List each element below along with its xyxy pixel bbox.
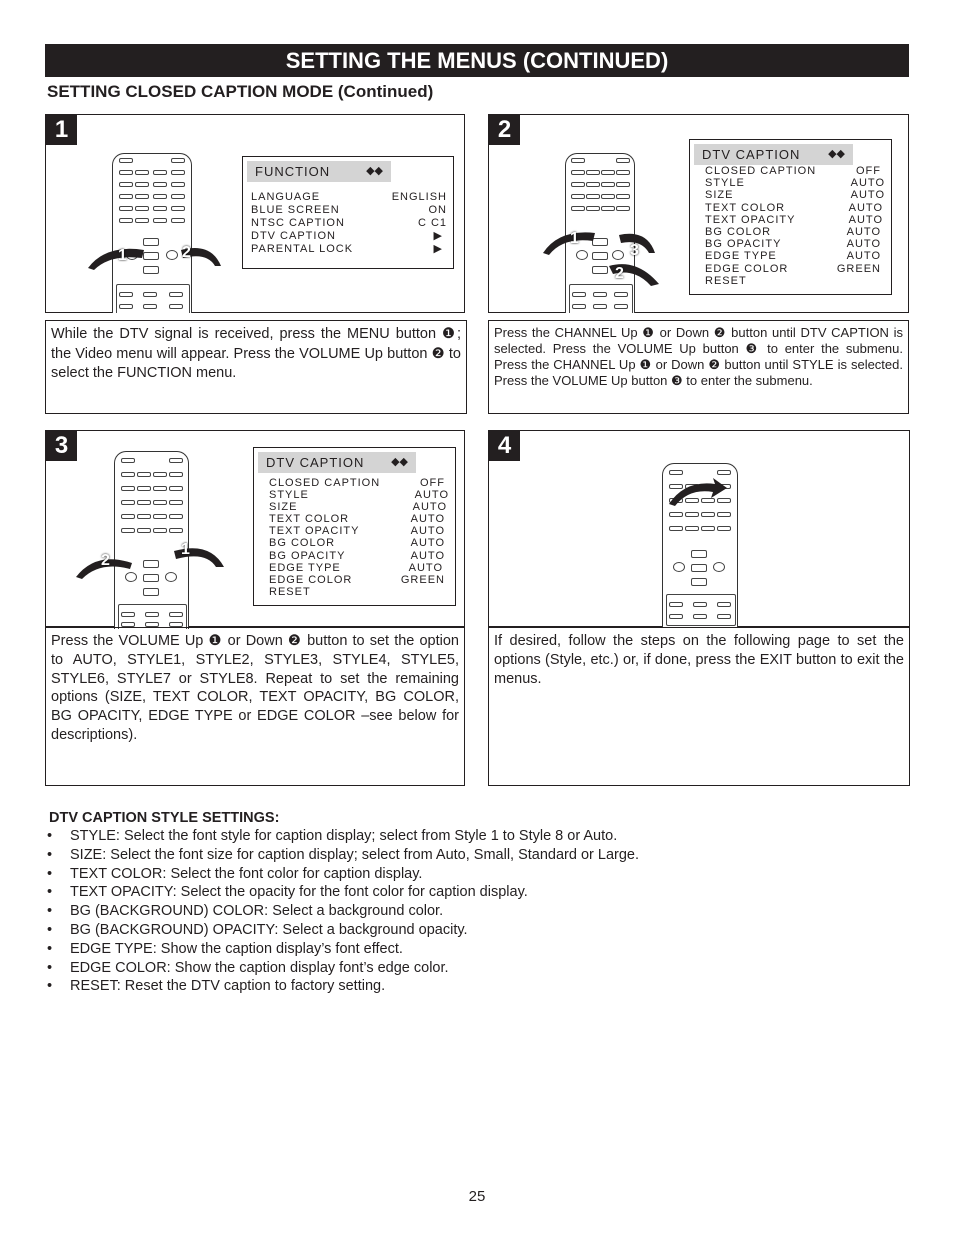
menu-item-value: AUTO [410, 537, 445, 549]
menu-item-value: AUTO [850, 189, 885, 201]
step-3-illustration-panel [45, 430, 465, 627]
menu-item-value: AUTO [410, 513, 445, 525]
menu-item-label: BG COLOR [269, 537, 336, 549]
list-item-text: SIZE: Select the font size for caption display; select from Auto, Small, Standard or Large. [70, 846, 640, 863]
menu-item-value: OFF [420, 477, 445, 489]
menu-item-value: AUTO [848, 202, 883, 214]
menu-item-value: ON [428, 204, 447, 216]
function-menu-screen [242, 156, 454, 269]
remote-control-illustration [114, 451, 189, 629]
menu-item-label: RESET [269, 586, 311, 598]
menu-item-value: AUTO [410, 525, 445, 537]
step-badge: 1 [181, 541, 190, 558]
list-item [47, 884, 639, 903]
bullet-icon: • [47, 903, 53, 920]
menu-item-label: LANGUAGE [251, 191, 321, 203]
left-right-arrows-icon: ◆◆ [391, 456, 408, 468]
bullet-icon: • [47, 884, 53, 901]
menu-item-value: AUTO [410, 550, 445, 562]
menu-item-label: CLOSED CAPTION [705, 165, 817, 177]
menu-item-value: AUTO [846, 226, 881, 238]
menu-header [258, 452, 416, 473]
step-badge: 2 [182, 244, 191, 261]
bullet-icon: • [47, 846, 53, 863]
menu-item-value: AUTO [848, 214, 883, 226]
menu-title: DTV CAPTION [702, 147, 801, 162]
bullet-icon: • [47, 940, 53, 957]
list-item [47, 847, 639, 866]
curved-arrow-icon [541, 225, 597, 255]
list-item [47, 866, 639, 885]
list-item [47, 960, 639, 979]
menu-header [694, 144, 853, 165]
dtv-caption-menu-screen [253, 447, 456, 606]
step-1-illustration-panel [45, 114, 465, 313]
bullet-icon: • [47, 865, 53, 882]
menu-item-label: SIZE [269, 501, 298, 513]
menu-item-label: TEXT COLOR [705, 202, 786, 214]
section-subtitle: SETTING CLOSED CAPTION MODE (Continued) [47, 82, 434, 101]
step-2-description: Press the CHANNEL Up ❶ or Down ❷ button until DTV CAPTION is selected. Press the VOLUME Up button ❸ to enter the submenu. Press the CHANNEL Up ❶ or Down ❷ button until STYLE is selected. Press the VOLUME Up button ❸ to enter the submenu. [488, 320, 909, 414]
menu-item-label: RESET [705, 275, 747, 287]
menu-item-value: ENGLISH [391, 191, 447, 203]
step-badge: 3 [630, 242, 639, 259]
menu-item-label: DTV CAPTION [251, 230, 336, 242]
step-1-description: While the DTV signal is received, press the MENU button ❶; the Video menu will appear. Press the VOLUME Up button ❷ to select the FUNCTION menu. [45, 320, 467, 414]
menu-item-label: STYLE [269, 489, 309, 501]
curved-arrow-icon [86, 240, 146, 270]
menu-item-label: EDGE COLOR [269, 574, 353, 586]
menu-item-label: BG OPACITY [269, 550, 346, 562]
list-item-text: TEXT OPACITY: Select the opacity for the font color for caption display. [70, 884, 528, 901]
menu-item-value: AUTO [846, 250, 881, 262]
menu-item-value: AUTO [846, 238, 881, 250]
list-item [47, 828, 639, 847]
menu-item-label: STYLE [705, 177, 745, 189]
settings-heading: DTV CAPTION STYLE SETTINGS: [49, 810, 280, 826]
submenu-arrow-icon: ▶ [433, 243, 443, 255]
menu-item-label: EDGE TYPE [705, 250, 777, 262]
step-badge: 2 [615, 265, 624, 282]
step-badge: 1 [570, 230, 579, 247]
submenu-arrow-icon: ▶ [433, 230, 443, 242]
left-right-arrows-icon: ◆◆ [366, 165, 383, 177]
step-3-number: 3 [46, 431, 77, 461]
step-4-number: 4 [489, 431, 520, 461]
step-badge: 1 [118, 247, 127, 264]
menu-item-label: EDGE TYPE [269, 562, 341, 574]
list-item-text: TEXT COLOR: Select the font color for caption display. [70, 865, 423, 882]
step-badge: 2 [101, 552, 110, 569]
bullet-icon: • [47, 921, 53, 938]
menu-item-value: AUTO [412, 501, 447, 513]
step-1-number: 1 [46, 115, 77, 145]
menu-item-label: PARENTAL LOCK [251, 243, 354, 255]
page-title: SETTING THE MENUS (CONTINUED) [45, 44, 909, 77]
list-item-text: BG (BACKGROUND) COLOR: Select a background color. [70, 903, 444, 920]
list-item [47, 903, 639, 922]
menu-item-label: TEXT COLOR [269, 513, 350, 525]
menu-item-label: BG OPACITY [705, 238, 782, 250]
list-item-text: EDGE TYPE: Show the caption display’s font effect. [70, 940, 403, 957]
menu-title: FUNCTION [255, 164, 331, 179]
curved-arrow-icon [667, 476, 727, 506]
menu-item-label: TEXT OPACITY [269, 525, 360, 537]
menu-item-value: AUTO [850, 177, 885, 189]
list-item-text: EDGE COLOR: Show the caption display font’s edge color. [70, 959, 449, 976]
step-4-description: If desired, follow the steps on the following page to set the options (Style, etc.) or, if done, press the EXIT button to exit the menus. [488, 627, 910, 786]
menu-item-value: AUTO [414, 489, 449, 501]
left-right-arrows-icon: ◆◆ [828, 148, 845, 160]
menu-title: DTV CAPTION [266, 455, 365, 470]
step-2-illustration-panel [488, 114, 909, 313]
step-2-number: 2 [489, 115, 520, 145]
menu-item-label: BLUE SCREEN [251, 204, 340, 216]
settings-list [47, 828, 639, 997]
remote-control-illustration [112, 153, 192, 313]
menu-item-label: EDGE COLOR [705, 263, 789, 275]
menu-item-value: OFF [856, 165, 881, 177]
menu-item-value: C C1 [417, 217, 447, 229]
list-item-text: STYLE: Select the font style for caption display; select from Style 1 to Style 8 or Auto. [70, 828, 618, 844]
list-item [47, 978, 639, 997]
menu-item-value: AUTO [408, 562, 443, 574]
menu-item-label: TEXT OPACITY [705, 214, 796, 226]
menu-item-value: GREEN [400, 574, 445, 586]
step-3-description: Press the VOLUME Up ❶ or Down ❷ button to set the option to AUTO, STYLE1, STYLE2, STYLE3, STYLE4, STYLE5, STYLE6, STYLE7 or STYLE8. Repeat to set the remaining options (SIZE, TEXT COLOR, TEXT OPACITY, BG COLOR, BG OPACITY, EDGE TYPE or EDGE COLOR –see below for descriptions). [45, 627, 465, 786]
bullet-icon: • [47, 959, 53, 976]
list-item [47, 941, 639, 960]
menu-item-value: GREEN [836, 263, 881, 275]
step-4-illustration-panel [488, 430, 910, 627]
dtv-caption-menu-screen [689, 139, 892, 295]
list-item-text: BG (BACKGROUND) OPACITY: Select a background opacity. [70, 921, 468, 938]
menu-header [247, 161, 391, 182]
menu-item-label: BG COLOR [705, 226, 772, 238]
bullet-icon: • [47, 828, 53, 844]
menu-item-label: NTSC CAPTION [251, 217, 345, 229]
list-item [47, 922, 639, 941]
menu-item-label: SIZE [705, 189, 734, 201]
page-number: 25 [468, 1188, 486, 1205]
bullet-icon: • [47, 978, 53, 995]
menu-item-label: CLOSED CAPTION [269, 477, 381, 489]
list-item-text: RESET: Reset the DTV caption to factory setting. [70, 978, 386, 995]
